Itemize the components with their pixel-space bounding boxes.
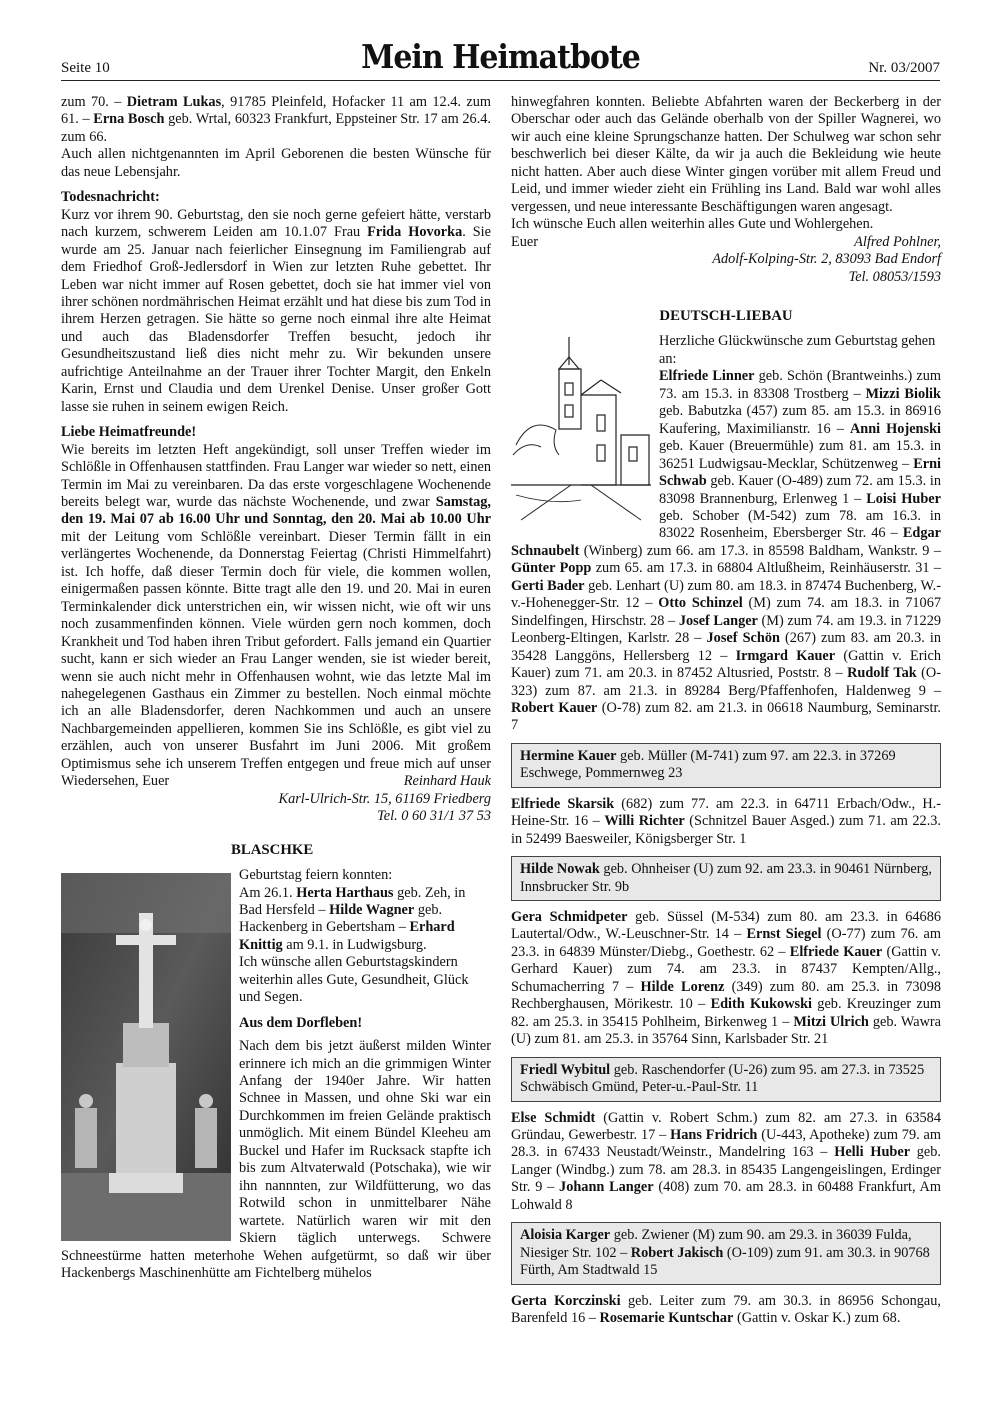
text-run: geb. Schön (Brantweinhs.) zum 73. am 15.3. in 83308 Trostberg – bbox=[659, 368, 942, 402]
text-run: geb. Kauer (O-489) zum 72. am 15.3. in 83098 Brannenburg, Erlenweg 1 – bbox=[659, 473, 941, 507]
person-name: Rosemarie Kuntschar bbox=[599, 1310, 734, 1327]
text-run: (Schnitzel Bauer Asged.) zum 71. am 22.3. in 52499 Baesweiler, Königsberger Str. 1 bbox=[511, 813, 941, 847]
person-name: Robert Kauer bbox=[511, 699, 598, 716]
text-run: (Gattin v. Oskar K.) zum 68. bbox=[733, 1310, 901, 1327]
text-run: , 91785 Pleinfeld, Hofacker 11 am 12.4. zum 61. – bbox=[61, 94, 491, 128]
church-drawing-icon bbox=[511, 335, 651, 523]
header-rule bbox=[61, 80, 940, 81]
text-run: (O-323) zum 87. am 21.3. in 89284 Berg/Pfaffenhofen, Haldenweg 9 – bbox=[511, 665, 942, 699]
person-name: Ernst Siegel bbox=[746, 926, 822, 943]
person-name: Otto Schinzel bbox=[658, 595, 743, 612]
highlight-box bbox=[511, 1222, 941, 1284]
village-life-text: Nach dem bis jetzt äußerst milden Winter erinnere ich mich an die grimmigen Winter Anfang der 1940er Jahre. Wir hatten Schnee in Massen, und ohne Ski war ein Durchkommen im freien Gelände praktisch unmöglich. Mit einem Bündel Kleeheu am Buckel und Hafer im Rucksack stapfte ich bis zum Altvaterwald (Potschaka), wie wir ihn nannnten, zur Wildfütterung, wo das Rotwild schon in unmittelbarer Nähe wartete. Natürlich waren wir mit den Skiern täglich unterwegs. Schwere Schneestürme hatten meterhohe Wehen aufgetürmt, so daß wir über Hackenbergs Maschinenhütte am Fichtelberg mühelos bbox=[61, 1038, 491, 1282]
person-name: Irmgard Kauer bbox=[735, 647, 836, 664]
signature-name: Alfred Pohlner, bbox=[854, 233, 941, 250]
person-name: Elfriede Linner bbox=[659, 368, 755, 385]
person-name: Herta Harthaus bbox=[296, 884, 394, 901]
person-name: Mitzi Ulrich bbox=[793, 1013, 869, 1030]
obituary-heading: Todesnachricht: bbox=[61, 189, 160, 206]
text-run: (Gattin v. Erich Kauer) zum 71. am 20.3. in 87452 Altusried, Poststr. 8 – bbox=[511, 647, 941, 682]
text-run: (Winberg) zum 66. am 17.3. in 85598 Baldham, Wankstr. 9 – bbox=[579, 542, 941, 559]
person-name: Else Schmidt bbox=[511, 1109, 596, 1126]
box-text bbox=[520, 1227, 932, 1279]
blaschke-wishes: Ich wünsche allen Geburtstagskindern weiterhin alles Gute, Gesundheit, Glück und Segen. bbox=[239, 954, 469, 1006]
signature-row bbox=[511, 234, 941, 251]
text-run: (O-77) zum 76. am 23.3. in 64839 Münster/Diebg., Goethestr. 62 – bbox=[511, 926, 942, 960]
person-name: Rudolf Tak bbox=[847, 665, 917, 682]
person-name: Friedl Wybitul bbox=[520, 1061, 611, 1078]
issue-number: Nr. 03/2007 bbox=[868, 60, 940, 76]
highlight-box bbox=[511, 743, 941, 788]
text-run: (408) zum 70. am 28.3. in 60488 Frankfurt, Am Lohwald 8 bbox=[511, 1179, 941, 1213]
box-text bbox=[520, 861, 932, 896]
text-run: (349) zum 80. am 25.3. in 73098 Rechberghausen, Mörikestr. 10 – bbox=[511, 978, 941, 1013]
text-run: (Gattin v. Robert Schm.) zum 82. am 27.3. in 63584 Gründau, Gewerbestr. 17 – bbox=[511, 1109, 941, 1144]
masthead-logo: Mein Heimatbote bbox=[361, 38, 640, 77]
person-name: Dietram Lukas bbox=[126, 94, 222, 110]
text-run: geb. Leiter zum 79. am 30.3. in 86956 Schongau, Barenfeld 16 – bbox=[511, 1292, 941, 1327]
text-run: (O-109) zum 91. am 30.3. in 90768 Fürth, Am Stadtwald 15 bbox=[520, 1244, 930, 1279]
text-run: (M) zum 74. am 18.3. in 71067 Sindelfingen, Hirschstr. 28 – bbox=[511, 595, 941, 629]
letter-text bbox=[61, 442, 491, 791]
person-name: Aloisia Karger bbox=[520, 1227, 611, 1244]
person-name: Elfriede Kauer bbox=[789, 943, 883, 960]
text-run: (O-78) zum 82. am 21.3. in 06618 Naumburg, Seminarstr. 7 bbox=[511, 699, 941, 734]
april-wishes: Auch allen nichtgenannten im April Geborenen die besten Wünsche für das neue Lebensjahr. bbox=[61, 146, 491, 180]
highlight-box bbox=[511, 1057, 941, 1102]
box-text bbox=[520, 1062, 932, 1097]
text-run: geb. Schober (M-542) zum 78. am 16.3. in 83022 Rosenheim, Ebersberger Str. 46 – bbox=[659, 507, 941, 542]
text-run: geb. Langer (Windbg.) zum 78. am 28.3. in 85435 Langengeislingen, Erdinger Str. 9 – bbox=[511, 1144, 942, 1196]
person-name: Helli Huber bbox=[834, 1144, 911, 1161]
text-run: (267) zum 83. am 20.3. in 35428 Langgöns, Hellersberg 12 – bbox=[511, 630, 941, 664]
deutsch-liebau-intro: Herzliche Glückwünsche zum Geburtstag gehen an: bbox=[659, 333, 936, 367]
birthday-list-end bbox=[61, 94, 491, 146]
text-run: geb. Lenhart (U) zum 80. am 18.3. in 87474 Buchenberg, W.-v.-Hohenegger-Str. 12 – bbox=[511, 577, 941, 612]
person-name: Josef Schön bbox=[706, 630, 780, 647]
blaschke-intro: Geburtstag feiern konnten: bbox=[239, 867, 393, 884]
person-name: Mizzi Biolik bbox=[865, 385, 941, 402]
person-name: Willi Richter bbox=[604, 813, 685, 830]
text-run: Wie bereits im letzten Heft angekündigt, soll unser Treffen wieder im Schlößle in Offenhausen stattfinden. Frau Langer war wieder so nett, einen Termin im Mai zu vereinbaren. Da das erste vorgeschlagene Wochenende bereits belegt war, wurde das nächste Wochenende, und zwar bbox=[61, 441, 491, 510]
text-run: (Gattin v. Gerhard Kauer) zum 74. am 23.3. in 87437 Kempten/Allg., Schumacherring 7 – bbox=[511, 943, 941, 995]
person-name: Loisi Huber bbox=[866, 490, 941, 507]
person-name: Frida Hovorka bbox=[367, 224, 463, 241]
signature-euer: Euer bbox=[511, 233, 538, 250]
signature-tel: Tel. 08053/1593 bbox=[848, 268, 941, 285]
person-name: Johann Langer bbox=[559, 1179, 654, 1196]
person-name: Robert Jakisch bbox=[630, 1244, 724, 1261]
text-run: zum 70. – bbox=[61, 94, 127, 110]
text-run: geb. Kauer (Breuermühle) zum 81. am 15.3. in 36251 Ludwigsau-Mecklar, Schützenweg – bbox=[659, 438, 941, 472]
person-name: Edgar Schnaubelt bbox=[511, 525, 941, 559]
person-name: Hilde Lorenz bbox=[640, 978, 725, 995]
text-run: geb. Wrtal, 60323 Frankfurt, Eppsteiner Str. 17 am 26.4. zum 66. bbox=[61, 111, 491, 145]
text-run: geb. Zeh, in Bad Hersfeld – bbox=[239, 884, 466, 918]
person-name: Hilde Nowak bbox=[520, 861, 600, 878]
text-run: geb. Süssel (M-534) zum 80. am 23.3. in 64686 Lautertal/Odw., W.-Leuschner-Str. 14 – bbox=[511, 909, 941, 943]
text-run: geb. Babutzka (457) zum 85. am 15.3. in 86916 Kaufering, Maximilianstr. 16 – bbox=[659, 403, 941, 437]
person-name: Gerti Bader bbox=[511, 577, 585, 594]
signature-name: Reinhard Hauk bbox=[403, 773, 491, 790]
text-run: mit der Leitung vom Schlößle vereinbart. Dieser Termin fällt in ein verlängertes Wochenende, da Donnerstag Feiertag (Christi Himmelfahrt) ist. Ich hoffe, daß dieser Termin doch für viele, die kommen wollen, einigermaßen passen könnte. Bitte tragt alle den 19. und 20. Mai in euren Terminkalender dick unterstrichen ein, wir wissen nicht, wie oft wir uns noch zusammenfinden können. Viele würden gern noch kommen, doch Krankheit und Tod haben ihren Tribut gefordert. Falls jemand ein Quartier sucht, kann er sich wieder an Frau Langer wenden, sie ist wieder bereit, wenn sie auch nicht mehr in Offenhausen wohnt, wie das letzte Mal im nahegelegenen Gasthaus ein Zimmer zu bestellen. Noch einmal möchte ich an alle Bladensdorfer, deren Nachkommen und auch an unsere Nachbargemeinden appellieren, kommen Sie ins Schlößle, es gibt viel zu erzählen, auch von unserer Busfahrt im Juni 2006. Mit großem Optimismus sehe ich unserem Treffen entgegen und freue mich auf unser Wiedersehen, Euer bbox=[61, 528, 491, 790]
letter-heading: Liebe Heimatfreunde! bbox=[61, 424, 197, 441]
birthday-paragraph bbox=[511, 1293, 941, 1328]
signature-address: Karl-Ulrich-Str. 15, 61169 Friedberg bbox=[278, 790, 491, 807]
birthday-paragraph bbox=[511, 796, 941, 848]
text-run: geb. Kreuzinger zum 82. am 25.3. in 35415 Pohlheim, Birkenweg 1 – bbox=[511, 996, 942, 1030]
birthday-paragraph bbox=[511, 1110, 941, 1215]
person-name: Gerta Korczinski bbox=[511, 1292, 621, 1309]
text-run: Kurz vor ihrem 90. Geburtstag, den sie noch gerne gefeiert hätte, verstarb nach kurzem, schwerem Leiden am 10.1.07 Frau bbox=[61, 206, 491, 241]
text-run: geb. Wawra (U) zum 81. am 25.3. in 35764 Sinn, Karlsbader Str. 21 bbox=[511, 1013, 942, 1048]
text-run: geb. Zwiener (M) zum 90. am 29.3. in 36039 Fulda, Niesiger Str. 102 – bbox=[520, 1227, 912, 1261]
text-run: geb. Ohnheiser (U) zum 92. am 23.3. in 90461 Nürnberg, Innsbrucker Str. 9b bbox=[520, 861, 932, 895]
text-run: . Sie wurde am 25. Januar nach feierlicher Einsegnung im Familiengrab auf dem Friedhof Groß-Jedlersdorf in Wien zur letzten Ruhe gebettet. Ihr Leben war nicht immer auf Rosen gebettet, doch sie hat immer viel von ihrer schönen nordmährischen Heimat erzählt und hat diese bis zum Tod in ihrem Herzen getragen. Sie hätte so gerne noch einmal ihre alte Heimat und auch das Bladensdorfer Treffen besucht, jedoch ihr Gesundheitszustand ließ dies nicht mehr zu. Wir bekunden unsere aufrichtige Anteilnahme an der Trauer ihrer Tochter Margit, den Enkeln Karin, Ernst und Claudia und dem Urenkel Denise. Unser großer Gott lasse sie ruhen in seinem ewigen Reich. bbox=[61, 224, 491, 415]
person-name: Günter Popp bbox=[511, 560, 592, 577]
section-title-blaschke: BLASCHKE bbox=[231, 841, 314, 858]
person-name: Elfriede Skarsik bbox=[511, 795, 615, 812]
village-life-heading: Aus dem Dorfleben! bbox=[239, 1014, 363, 1031]
signature-tel: Tel. 0 60 31/1 37 53 bbox=[377, 808, 491, 825]
left-column bbox=[61, 94, 491, 1282]
person-name: Edith Kukowski bbox=[710, 996, 813, 1013]
section-title-deutsch-liebau: DEUTSCH-LIEBAU bbox=[659, 307, 793, 324]
text-run: Am 26.1. bbox=[239, 884, 297, 901]
person-name: Hermine Kauer bbox=[520, 747, 617, 764]
text-run: am 9.1. in Ludwigsburg. bbox=[282, 936, 427, 953]
person-name: Josef Langer bbox=[678, 612, 758, 629]
person-name: Samstag, den 19. Mai 07 ab 16.00 Uhr und Sonntag, den 20. Mai ab 10.00 Uhr bbox=[61, 493, 491, 528]
text-run: zum 65. am 17.3. in 68804 Altlußheim, Reinhäuserstr. 31 – bbox=[591, 560, 942, 577]
obituary-text bbox=[61, 207, 491, 416]
birthday-paragraph bbox=[511, 909, 941, 1049]
page-number: Seite 10 bbox=[61, 60, 110, 76]
person-name: Hans Fridrich bbox=[670, 1127, 758, 1144]
village-life-wishes: Ich wünsche Euch allen weiterhin alles Gute und Wohlergehen. bbox=[511, 216, 874, 233]
text-run: (M) zum 74. am 19.3. in 71229 Leonberg-Eltingen, Karlstr. 28 – bbox=[511, 612, 941, 647]
text-run: geb. Hackenberg in Gebertsham – bbox=[239, 901, 443, 936]
signature-address: Adolf-Kolping-Str. 2, 83093 Bad Endorf bbox=[712, 251, 941, 268]
person-name: Anni Hojenski bbox=[849, 420, 941, 437]
person-name: Erhard Knittig bbox=[239, 919, 455, 953]
wayside-cross-photo-icon bbox=[61, 873, 231, 1241]
text-run: geb. Müller (M-741) zum 97. am 22.3. in 37269 Eschwege, Pommernweg 23 bbox=[520, 747, 896, 782]
page-header bbox=[61, 40, 940, 80]
text-run: geb. Raschendorfer (U-26) zum 95. am 27.3. in 73525 Schwäbisch Gmünd, Peter-u.-Paul-Str. 11 bbox=[520, 1061, 925, 1096]
person-name: Hilde Wagner bbox=[329, 901, 415, 918]
person-name: Erna Bosch bbox=[93, 111, 165, 128]
text-run: (U-443, Apotheke) zum 79. am 28.3. in 67433 Neustadt/Weinstr., Mandelring 163 – bbox=[511, 1127, 941, 1161]
village-life-continued: hinwegfahren konnten. Beliebte Abfahrten waren der Beckerberg in der Oberschar oder auch das Gelände oberhalb von der Spiller Wagnerei, wo wir auch eine kleine Sprungschanze hatten. Der Schulweg war schon sehr beschwerlich bei dieser Kälte, da wir ja auch die Bekleidung wie heute nicht hatten. Aber auch diese Winter gingen vorüber mit allem Freud und Leid, und immer wieder zieht ein Frühling ins Land. Bald war wohl alles vergessen, und neue interessante Beschäftigungen waren angesagt. bbox=[511, 94, 941, 215]
person-name: Erni Schwab bbox=[659, 455, 941, 490]
text-run: (682) zum 77. am 22.3. in 64711 Erbach/Odw., H.-Heine-Str. 16 – bbox=[511, 795, 941, 830]
box-text bbox=[520, 748, 932, 783]
highlight-box bbox=[511, 856, 941, 901]
person-name: Gera Schmidpeter bbox=[511, 909, 628, 926]
right-column bbox=[511, 94, 941, 1328]
